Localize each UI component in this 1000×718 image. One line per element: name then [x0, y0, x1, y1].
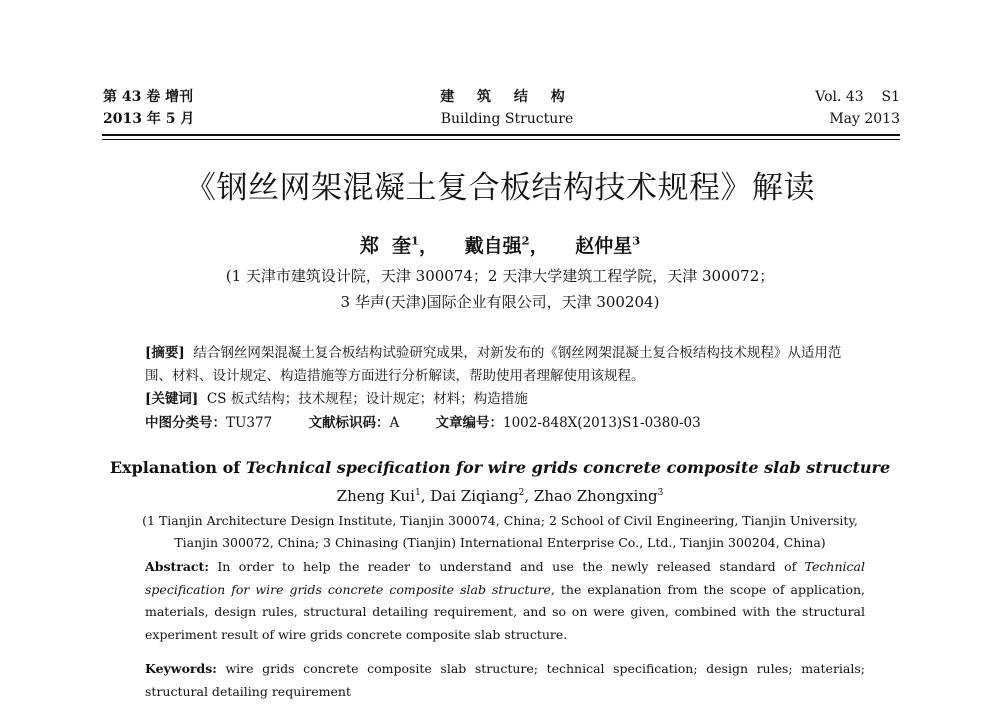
- author-en: Zheng Kui$^1$: [336, 487, 421, 505]
- author-cn: 郑 奎$^1$，: [359, 233, 438, 257]
- keywords-en: Keywords: wire grids concrete composite slab structure; technical specification; design rules; materials; structural detailing requirement: [145, 661, 865, 699]
- abstract-en: Abstract: In order to help the reader to understand and use the newly released standard of Technical specification for wire grids concrete composite slab structure, the explanation from the scope of application, materials, design rules, structural detailing requirement, and so on were given, combined with the structural experiment result of wire grids concrete composite slab structure.: [145, 559, 865, 642]
- title-cn: 《钢丝网架混凝土复合板结构技术规程》解读: [185, 170, 815, 206]
- affiliation-en-line: Tianjin 300072, China; 3 Chinasing (Tianjin) International Enterprise Co., Ltd., Tianjin 300204, China): [174, 535, 826, 550]
- author-cn: 戴自强$^2$，: [464, 233, 549, 257]
- abstract-cn-text: 结合钢丝网架混凝土复合板结构试验研究成果，对新发布的《钢丝网架混凝土复合板结构技术规程》从适用范围、材料、设计规定、构造措施等方面进行分析解读，帮助使用者理解使用该规程。: [145, 345, 842, 384]
- affiliations-en: [100, 510, 900, 554]
- keywords-en-label: Keywords:: [145, 661, 217, 676]
- date-cn: 2013 年 5 月: [103, 111, 195, 127]
- header-rule-thin: [102, 139, 900, 140]
- affiliation-en-line: (1 Tianjin Architecture Design Institute, Tianjin 300074, China; 2 School of Civil Engineering, Tianjin University,: [142, 513, 858, 528]
- abstract-cn-label: [摘要]: [145, 345, 185, 361]
- affiliations-cn: [100, 263, 900, 315]
- doc-code-value: A: [389, 415, 400, 431]
- volume-en: Vol. 43 S1: [815, 89, 900, 105]
- journal-name-cn: 建 筑 结 构: [440, 89, 574, 105]
- journal-name-en: Building Structure: [440, 111, 574, 127]
- author-en: Zhao Zhongxing$^3$: [533, 487, 664, 505]
- volume-cn: 第 43 卷 增刊: [103, 89, 194, 105]
- keywords-cn-label: [关键词]: [145, 391, 199, 407]
- clc-value: TU377: [226, 415, 273, 431]
- author-cn: 赵仲星$^3$: [575, 233, 641, 257]
- abstract-cn-block: [145, 342, 865, 411]
- classification-row: 中图分类号：TU377 文献标识码：A 文章编号：1002-848X(2013)S1-0380-03: [145, 415, 701, 431]
- affiliation-cn-line: 3 华声(天津)国际企业有限公司，天津 300204): [340, 293, 660, 311]
- header-rule-thick: [102, 134, 900, 136]
- header-center: [400, 86, 614, 130]
- authors-en: Zheng Kui$^1$, Dai Ziqiang$^2$, Zhao Zhongxing$^3$: [336, 487, 664, 505]
- title-en: Explanation of Technical specification for wire grids concrete composite slab structure: [109, 458, 891, 477]
- keywords-cn: [145, 388, 865, 411]
- affiliation-cn-line: (1 天津市建筑设计院，天津 300074；2 天津大学建筑工程学院，天津 300072；: [225, 267, 775, 285]
- keywords-cn-text: CS 板式结构；技术规程；设计规定；材料；构造措施: [206, 391, 528, 407]
- date-en: May 2013: [829, 111, 900, 127]
- header-right: [815, 86, 900, 130]
- authors-cn: [100, 232, 900, 260]
- author-en: Dai Ziqiang$^2$: [430, 487, 525, 505]
- abstract-cn: [145, 342, 865, 388]
- abstract-en-label: Abstract:: [145, 559, 209, 574]
- article-number-value: 1002-848X(2013)S1-0380-03: [503, 415, 701, 431]
- header-left: [103, 86, 194, 130]
